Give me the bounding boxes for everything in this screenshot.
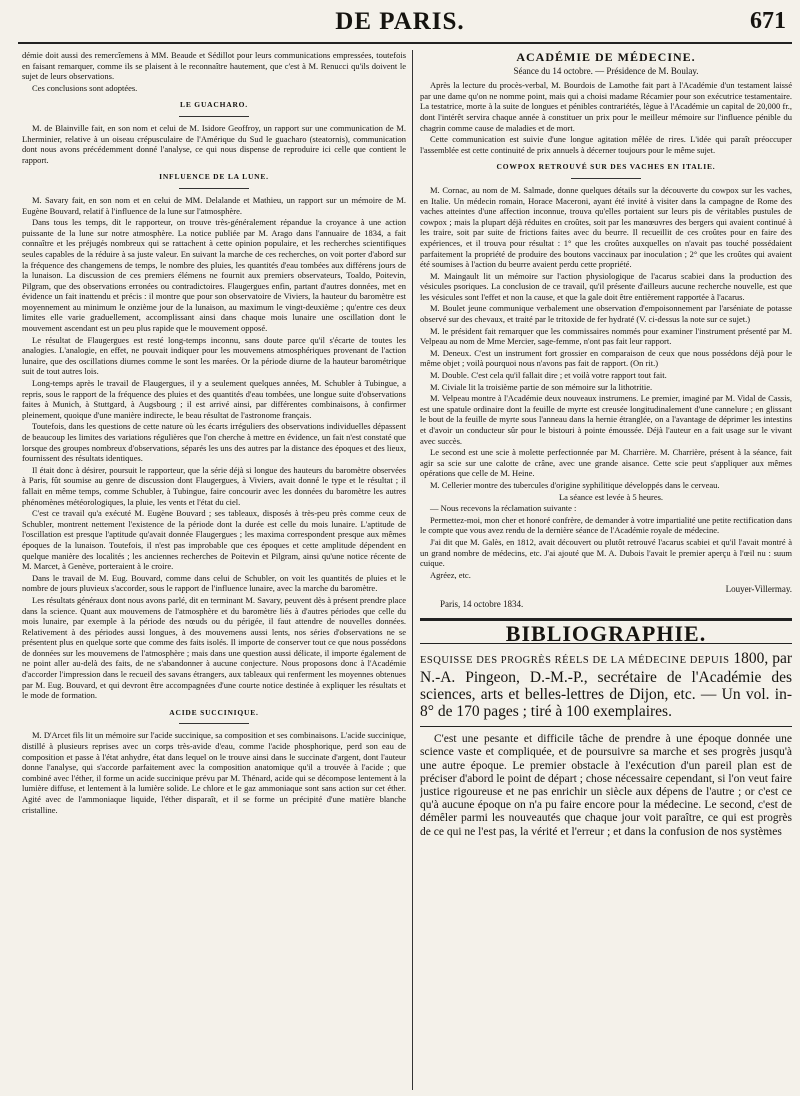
book-heading	[420, 650, 792, 720]
section-title-lune: INFLUENCE DE LA LUNE.	[159, 172, 269, 182]
section-title-academie: ACADÉMIE DE MÉDECINE.	[516, 50, 696, 64]
section-title-bibliographie: BIBLIOGRAPHIE.	[505, 620, 707, 646]
paragraph: C'est une pesante et difficile tâche de prendre à une époque donnée une science vaste et compliquée, et de poursuivre sa marche et ses progrès jusqu'à une autre époque. Le premier obstacle à l'exécution d'un pareil plan est de préciser d'abord le point de départ ; chose nécessaire cependant, si l'on veut faire justice rigoureuse et ne pas enrichir un siècle aux dépens de l'autre ; or c'est ce qu'à aucune époque on n'a pu faire encore pour la médecine. Le second, c'est de démêler parmi les nouveautés que chaque jour voit paraître, ce qui est progrès de ce qui ne l'est pas, la vérité et l'erreur ; et dans la confusion de nos systèmes	[420, 733, 792, 838]
paragraph: Long-temps après le travail de Flaugergues, il y a seulement quelques années, M. Schubler à Tubingue, a repris, sous le rapport de la fréquence des pluies et des quantités d'eau tombées, une longue suite d'observations faites à Munich, à Stuttgard, à Augsbourg ; il est arrivé ainsi, par différentes combinaisons, à confirmer pleinement, quoique d'une manière indirecte, le beau résultat de l'astronome français.	[22, 378, 406, 420]
newspaper-title: DE PARIS.	[335, 8, 465, 35]
paragraph: démie doit aussi des remercîemens à MM. Beaude et Sédillot pour leurs communications empressées, toutefois en faisant remarquer, comme ils se plaisent à le reconnaître hautement, que c'est à M. Renucci qu'ils doivent le sujet de leurs observations.	[22, 50, 406, 82]
paragraph: M. de Blainville fait, en son nom et celui de M. Isidore Geoffroy, un rapport sur une communication de M. Lherminier, relative à un oiseau crépusculaire de l'Amérique du Sud le guacharo (steatornis), communication dont nous avons précédemment donné l'analyse, ce qui nous dispense de reproduire ici celle que contient le rapport.	[22, 122, 406, 165]
column-divider	[412, 50, 413, 1090]
section-underline	[179, 723, 249, 724]
paragraph: M. Double. C'est cela qu'il fallait dire ; et voilà votre rapport tout fait.	[430, 370, 667, 381]
bibliographie-body	[420, 733, 792, 839]
paragraph: Toutefois, dans les questions de cette nature où les écarts irréguliers des observations individuelles dépassent de beaucoup les limites des variations régulières que l'on cherche à mettre en évidence, un fait n'est constaté que lorsque des groupes nombreux d'observations, séparés les uns des autres par la distance des époques et des lieux, fournissent des résultats identiques.	[22, 421, 406, 464]
paragraph: M. le président fait remarquer que les commissaires nommés pour examiner l'instrument présenté par M. Velpeau au nom de Mme Mercier, sage-femme, n'ont pas fait leur rapport.	[420, 325, 792, 347]
paragraph: M. Boulet jeune communique verbalement une observation d'empoisonnement par l'arséniate de potasse observé sur des chevaux, et traité par le tritoxide de fer hydraté (V. ci-dessus la note sur ce sujet.)	[420, 303, 792, 325]
section-underline	[571, 178, 641, 179]
paragraph: C'est ce travail qu'a exécuté M. Eugène Bouvard ; ses tableaux, disposés à très-peu près comme ceux de Schubler, montrent nettement l'existence de la période dont la durée est celle du mois lunaire. L'aptitude de l'oscillation est presque l'aptitude qu'avait donnée Flaugergues ; les maxima correspondent presque aux mêmes époques de la lunaison. Toutefois, il n'est pas improbable que ces époques et cette amplitude dépendent en quelque manière des localités ; les anciennes recherches de Poitevin et Pilgram, ainsi qu'une notice récente de M. Marcet, à Genève, porteraient à le croire.	[22, 508, 406, 572]
section-underline	[179, 188, 249, 189]
section-rule	[420, 726, 792, 727]
paragraph: Dans le travail de M. Eug. Bouvard, comme dans celui de Schubler, on voit les quantités de pluies et le nombre de jours pluvieux s'accorder, sous le rapport de l'influence lunaire, avec la marche du baromètre.	[22, 572, 406, 594]
section-underline	[179, 116, 249, 117]
paragraph: Le second est une scie à molette perfectionnée par M. Charrière. M. Charrière, présent à la séance, fait agir sa scie sur une calotte de crâne, avec une grande aisance. Cette scie peut s'appliquer aux mêmes opérations que celle de M. Heine.	[420, 447, 792, 479]
paragraph: Agréez, etc.	[430, 569, 471, 580]
paragraph: Après la lecture du procès-verbal, M. Bourdois de Lamothe fait part à l'Académie d'un testament laissé par une dame qu'on ne nomme point, mais qui a choisi madame Récamier pour son exécutrice testamentaire. La testatrice, morte à la suite de longues et pénibles contrariétés, lègue à l'Académie un capital de 20,000 fr., dont l'intérêt servira chaque année à constituer un prix pour le meilleur mémoire sur l'influence pénible du chagrin comme cause de maladies et de mort.	[420, 80, 792, 133]
paragraph: M. Cornac, au nom de M. Salmade, donne quelques détails sur la découverte du cowpox sur les vaches, en Italie. Un médecin romain, Horace Maceroni, ayant été invité à visiter dans la campagne de Rome des vaches atteintes d'une affection inconnue, trouva qu'elles portaient sur leurs pis de véritables pustules de cowpox ; mais la plupart déjà réduites en croûtes, soit par les manœuvres des bergers qui avaient continué à les traire, soit par suite de frictions faites avec du beurre. Il recueillit de ces croûtes pour en faire des expériences, et il trouva pour résultat : 1° que les croûtes auxquelles on n'avait pas touché possédaient parfaitement la propriété de produire des boutons vaccinaux par inoculation ; 2° que les croûtes qui avaient été soumises à l'action du beurre avaient perdu cette propriété.	[420, 184, 792, 270]
section-title-cowpox: COWPOX RETROUVÉ SUR DES VACHES EN ITALIE.	[496, 162, 716, 172]
paragraph: M. Deneux. C'est un instrument fort grossier en comparaison de ceux que nous possédons déjà pour le même objet ; voilà pourquoi nous n'avons pas fait de rapport. (On rit.)	[420, 347, 792, 369]
paragraph: Permettez-moi, mon cher et honoré confrère, de demander à votre impartialité une petite rectification dans le compte que vous avez rendu de la dernière séance de l'Académie royale de médecine.	[420, 514, 792, 536]
paragraph: Ces conclusions sont adoptées.	[32, 82, 138, 93]
section-title-guacharo: LE GUACHARO.	[180, 100, 248, 110]
dateline: Paris, 14 octobre 1834.	[440, 598, 524, 609]
paragraph: — Nous recevons la réclamation suivante :	[430, 503, 577, 514]
paragraph: J'ai dit que M. Galès, en 1812, avait découvert ou plutôt retrouvé l'acarus scabiei et qu'il l'avait montré à un grand nombre de médecins, etc. J'ai ajouté que M. A. Dubois l'avait le premier aperçu à l'œil nu : suum cuique.	[420, 536, 792, 569]
intro-section	[22, 50, 406, 93]
page-header	[0, 0, 800, 44]
book-heading-large: 1800, par N.-A. Pingeon, D.-M.-P., secrétaire de l'Académie des sciences, arts et belles-lettres de Dijon, etc. — Un vol. in-8° de 170 pages ; tiré à 100 exemplaires.	[420, 650, 792, 721]
paragraph: La séance est levée à 5 heures.	[558, 491, 664, 502]
right-column	[420, 50, 792, 1090]
page-number: 671	[750, 8, 786, 34]
header-rule	[18, 42, 792, 44]
paragraph: Les résultats généraux dont nous avons parlé, dit en terminant M. Savary, peuvent dès à présent prendre place dans la science. Quant aux mouvemens de l'atmosphère et du baromètre liés à d'autres périodes que celle du mois lunaire, par exemple à la période des nœuds ou du périgée, il faut attendre de nouvelles données. Relativement à des périodes aussi longues, à des mouvemens aussi lents, nos séries d'observations ne se présentent plus en quelque sorte que comme des faits isolés. Il importe de conserver tout ce que nous possédons de données sur les mouvemens de l'atmosphère ; mais dans une question aussi délicate, il importe également de ne point aller au-delà des faits, de ne s'abandonner à aucune conjecture. Nous proposons donc à l'Académie d'accorder l'impression dans le recueil des savans étrangers, aux tableaux qui renferment les moyennes obtenues par M. Eug. Bouvard, et qui devront être accompagnées d'une courte notice destinée à expliquer les résultats et le mode de formation.	[22, 594, 406, 701]
paragraph: M. Civiale lit la troisième partie de son mémoire sur la lithotritie.	[430, 381, 653, 392]
book-heading-small: ESQUISSE DES PROGRÈS RÉELS DE LA MÉDECINE DEPUIS	[420, 655, 730, 667]
signature: Louyer-Villermay.	[725, 584, 792, 595]
seance-line: Séance du 14 octobre. — Présidence de M. Boulay.	[513, 65, 699, 76]
paragraph: Le résultat de Flaugergues est resté long-temps inconnu, sans doute parce qu'il s'écarte de toutes les analogies. L'analogie, en effet, ne pouvait indiquer pour les mouvemens atmosphériques provenant de l'action lunaire, que des oscillations diurnes comme le sont les marées. Or la période diurne de la hauteur barométrique suit de tout autres lois.	[22, 334, 406, 377]
paragraph: M. Cellerier montre des tubercules d'origine syphilitique développés dans le cerveau.	[430, 479, 720, 490]
paragraph: M. Velpeau montre à l'Académie deux nouveaux instrumens. Le premier, imaginé par M. Vidal de Cassis, est une spatule ordinaire dont la feuille de myrte est creusée longitudinalement d'une cannelure ; en glissant le bout de la feuille de myrte sous l'anneau dans la hernie étranglée, on a l'avantage de déprimer les intestins et d'avoir un conducteur sûr pour le bistouri à pointe émoussée. Déjà l'auteur en a fait usage sur le vivant avec succès.	[420, 393, 792, 446]
paragraph: M. Maingault lit un mémoire sur l'action physiologique de l'acarus scabiei dans la production des vésicules psoriques. La conclusion de ce travail, qu'il présente d'ailleurs aucune recherche nouvelle, est que les vésicules sont l'effet et non la cause, et que la gale doit être entièrement rapportée à l'acarus.	[420, 270, 792, 302]
paragraph: Il était donc à désirer, poursuit le rapporteur, que la série déjà si longue des hauteurs du baromètre observées à Paris, fût soumise au genre de discussion dont Flaugergues, à Viviers, avait donné le type et le résultat ; il fallait en même temps, comme Schubler, à Tubingue, faire concourir avec les données du baromètre les autres phénomènes météorologiques, la pluie, les vents et l'état du ciel.	[22, 464, 406, 507]
left-column	[22, 50, 406, 1090]
paragraph: Cette communication est suivie d'une longue agitation mêlée de rires. L'idée qui paraît préoccuper l'assemblée est cette continuité de prix annuels à décerner toujours pour le même sujet.	[420, 134, 792, 155]
paragraph: M. D'Arcet fils lit un mémoire sur l'acide succinique, sa composition et ses combinaisons. L'acide succinique, distillé à plusieurs reprises avec un corps très-avide d'eau, comme l'acide phosphorique, perd son eau de composition et passe à l'état anhydre, état dans lequel on le trouve ainsi dans le succinate d'argent, dont l'auteur donne l'analyse, qui s'accorde parfaitement avec la composition anatomique qu'il a trouvée à l'acide ; que combiné avec l'éther, il forme un acide succinique prévu par M. Thénard, acide qui se décompose lentement à la lumière diffuse, et lentement à la lumière solide. Le chlore et le gaz ammoniaque sont sans action sur cet éther. Agité avec de l'ammoniaque liquide, l'éther disparaît, et il se forme un précipité d'une matière blanche cristalline.	[22, 730, 406, 815]
paragraph: M. Savary fait, en son nom et en celui de MM. Delalande et Mathieu, un rapport sur un mémoire de M. Eugène Bouvard, relatif à l'influence de la lune sur l'atmosphère.	[22, 194, 406, 216]
section-title-succinique: ACIDE SUCCINIQUE.	[169, 707, 259, 717]
paragraph: Dans tous les temps, dit le rapporteur, on trouve très-généralement répandue la croyance à une action puissante de la lune sur notre atmosphère. La notice publiée par M. Arago dans l'annuaire de 1834, a fait connaître et les préjugés nombreux qui se rattachent à cette opinion populaire, et les recherches scientifiques seules capables de la réduire à sa juste valeur. En suivant la marche de ces recherches, on voit porter d'abord sur la fréquence des changemens de temps, le nombre des pluies, les quantités d'eau tombées aux différens jours de la lunaison. La discussion de ces premiers élémens ne fournit aux premiers observateurs, Toaldo, Poitevin, Pilgram, que des observations erronées ou contradictoires. Flaugergues enfin, partant d'autres données, met en évidence un fait inattendu et précis : il montre que pour son observatoire de Viviers, la hauteur du baromètre est moyennement au minimum le onzième jour de la lunaison, au maximum le vingt-deuxième ; qu'entre ces deux limites elle varie graduellement, accomplissant ainsi dans chaque mois lunaire une oscillation dont le mouvement ascendant est un peu plus rapide que le mouvement opposé.	[22, 217, 406, 334]
